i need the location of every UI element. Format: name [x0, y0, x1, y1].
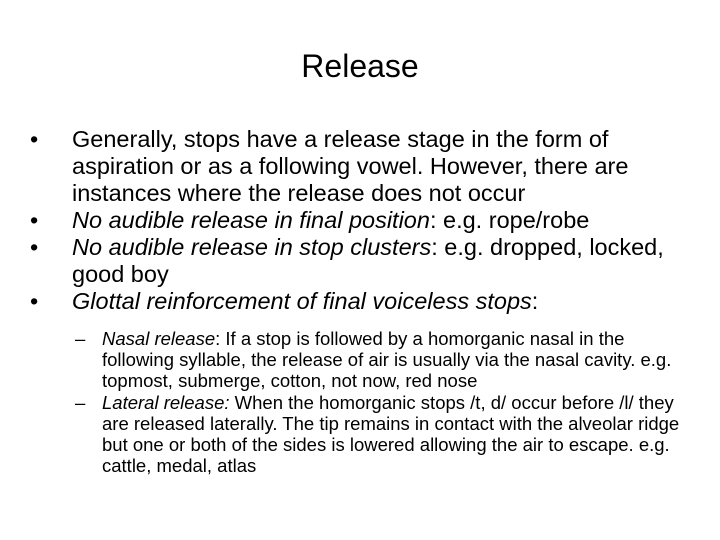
bullet-item [30, 288, 690, 315]
bullet-item [30, 234, 690, 288]
sub-bullet-item [75, 328, 695, 392]
bullet-italic-term: Glottal reinforcement of final voiceless stops [72, 288, 532, 314]
sub-bullet-italic-term: Nasal release [102, 328, 216, 349]
slide-title: Release [301, 48, 419, 84]
bullet-list [30, 126, 690, 315]
sub-bullet-list [75, 328, 695, 476]
bullet-marker: • [30, 288, 39, 314]
bullet-text: Generally, stops have a release stage in the form of aspiration or as a following vowel. However, there are instances where the release does not occur [72, 126, 629, 206]
sub-bullet-text: : If a stop is followed by a homorganic nasal in the following syllable, the release of air is usually via the nasal cavity. e.g. topmost, submerge, cotton, not now, red nose [102, 328, 672, 392]
bullet-item [30, 207, 690, 234]
bullet-text: : e.g. dropped, locked, good boy [72, 234, 664, 287]
bullet-text: : [531, 288, 539, 314]
sub-bullet-marker: – [75, 391, 86, 413]
sub-bullet-italic-term: Lateral release: [102, 391, 230, 413]
bullet-item [30, 126, 690, 207]
bullet-marker: • [30, 207, 39, 233]
sub-bullet-item [75, 392, 695, 477]
bullet-marker: • [30, 126, 39, 152]
bullet-italic-term: No audible release in stop clusters [72, 234, 432, 260]
sub-bullet-text: When the homorganic stops /t, d/ occur before /l/ they are released laterally. The tip remains in contact with the alveolar ridge but one or both of the sides is lowered allowing the air to escape. e.g. cattle, medal, atlas [102, 391, 680, 477]
bullet-italic-term: No audible release in final position [72, 207, 430, 233]
bullet-marker: • [30, 234, 39, 260]
sub-bullet-marker: – [75, 328, 86, 349]
bullet-text: : e.g. rope/robe [429, 207, 590, 233]
